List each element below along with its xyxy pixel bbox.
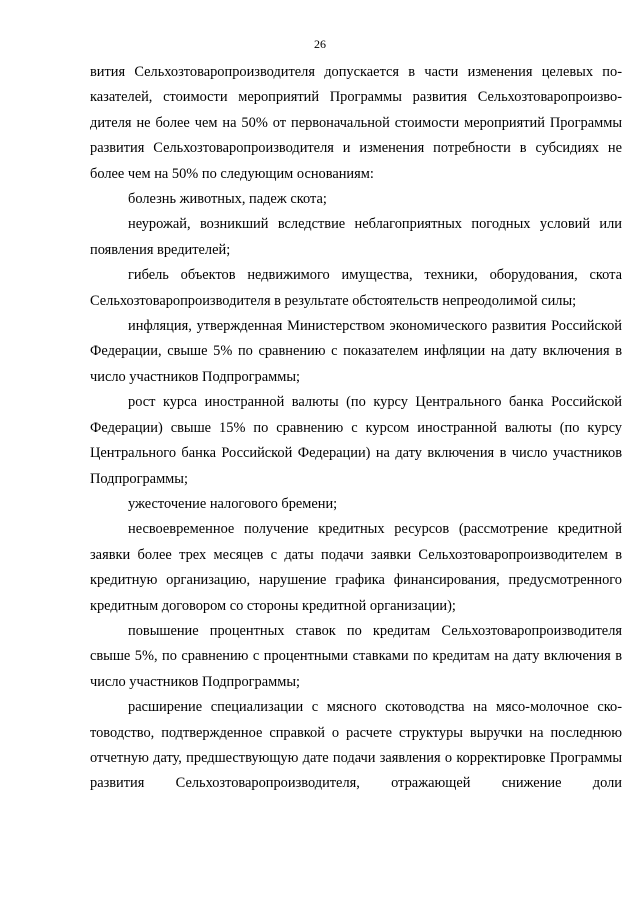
paragraph-specialization: расширение специализации с мясного скотоводства на мясо-молочное скотоводство, подтвержденное справкой о расчете структуры выручки на последнюю отчетную дату, предшествующую дате подачи заявления о корректировке Программы развития Сельхозтоваропроизводителя, отражающей снижение доли — [90, 699, 622, 792]
paragraph-currency-rate: рост курса иностранной валюты (по курсу Центрального банка Российской Федерации) свыше 15% по сравнению с курсом иностранной валюты (по курсу Центрального банка Российской Федерации) на дату включения в число участников Подпрограммы; — [90, 394, 622, 487]
document-body — [90, 60, 622, 797]
paragraph-continuation: вития Сельхозтоваропроизводителя допускается в части изменения целевых показателей, стоимости мероприятий Программы развития Сельхозтоваропроизводителя не более чем на 50% от первоначальной стоимости мероприятий Программы развития Сельхозтоваропроизводителя и изменения потребности в субсидиях не более чем на 50% по следующим основаниям: — [90, 64, 622, 182]
paragraph-credit-delay: несвоевременное получение кредитных ресурсов (рассмотрение кредитной заявки более трех месяцев с даты подачи заявки Сельхозтоваропроизводителем в кредитную организацию, нарушение графика финансирования, предусмотренного кредитным договором со стороны кредитной организации); — [90, 521, 622, 614]
paragraph-property-loss: гибель объектов недвижимого имущества, техники, оборудования, скота Сельхозтоваропроизводителя в результате обстоятельств непреодолимой силы; — [90, 267, 622, 309]
paragraph-tax-burden: ужесточение налогового бремени; — [128, 495, 338, 512]
paragraph-interest-rates: повышение процентных ставок по кредитам Сельхозтоваропроизводителя свыше 5%, по сравнению с процентными ставками по кредитам на дату включения в число участников Подпрограммы; — [90, 622, 622, 690]
paragraph-animal-disease: болезнь животных, падеж скота; — [128, 191, 327, 208]
paragraph-inflation: инфляция, утвержденная Министерством экономического развития Российской Федерации, свыше 5% по сравнению с показателем инфляции на дату включения в число участников Подпрограммы; — [90, 318, 622, 385]
page-number: 26 — [314, 37, 326, 51]
paragraph-crop-failure: неурожай, возникший вследствие неблагоприятных погодных условий или появления вредителей; — [90, 216, 622, 258]
